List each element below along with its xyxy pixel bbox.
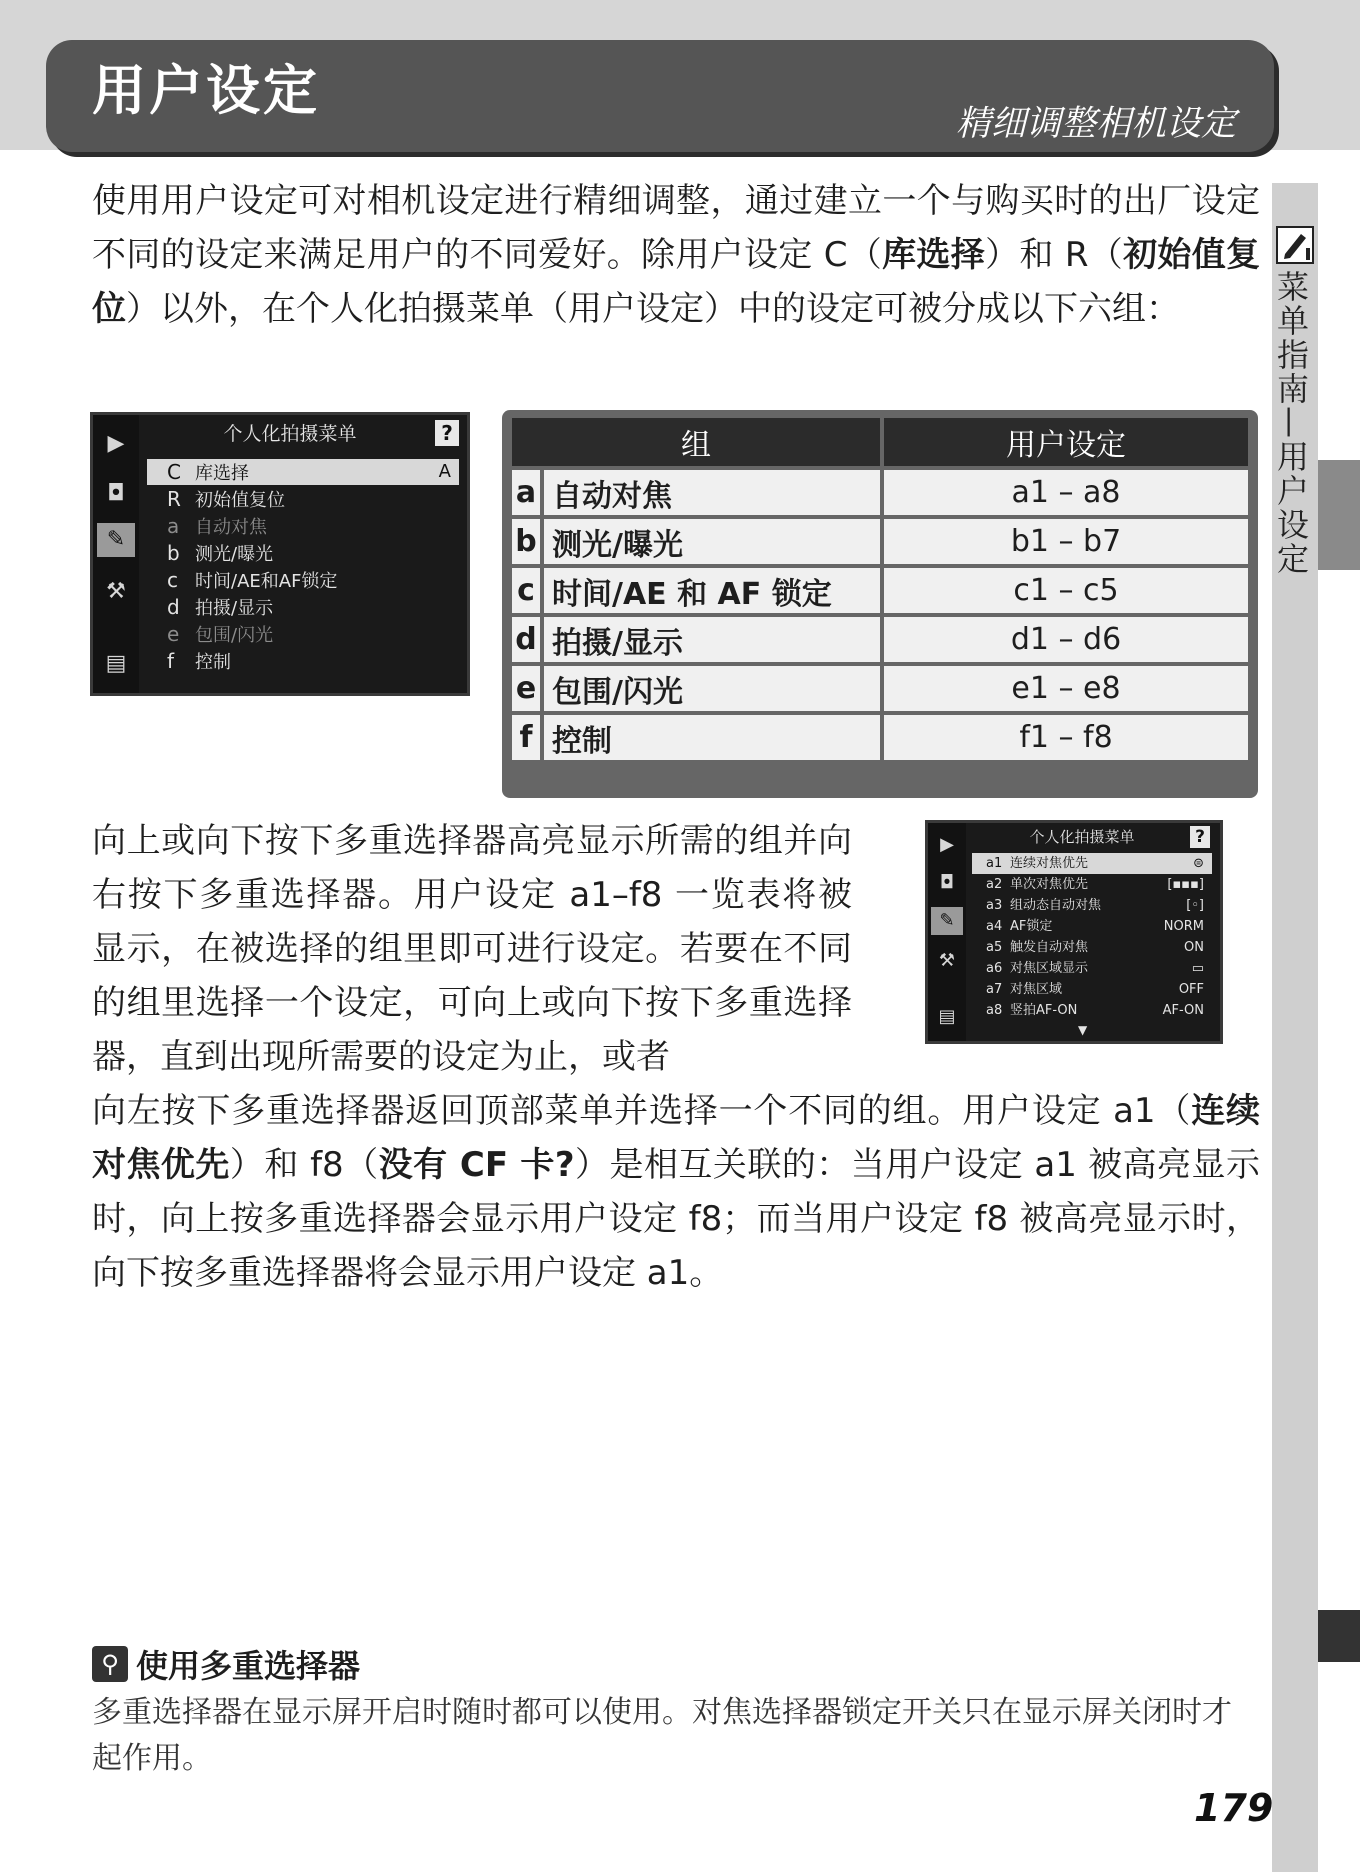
setting-range: d1 – d6: [884, 617, 1248, 662]
group-name: 测光/曝光: [544, 519, 880, 564]
column-header-group: 组: [512, 418, 880, 466]
side-chapter-label: 菜单指南—用户设定: [1272, 270, 1310, 576]
group-letter: a: [512, 470, 540, 515]
table-row: [512, 568, 1248, 613]
scroll-down-icon[interactable]: ▼: [1078, 1023, 1088, 1037]
group-name: 控制: [544, 715, 880, 760]
group-letter: d: [512, 617, 540, 662]
menu-row[interactable]: e 包围/闪光: [167, 622, 274, 646]
group-letter: c: [512, 568, 540, 613]
tip-title: 使用多重选择器: [136, 1647, 361, 1685]
playback-icon[interactable]: ▶: [107, 431, 125, 456]
autofocus-settings-screen: [925, 820, 1223, 1044]
group-letter: e: [512, 666, 540, 711]
table-row: [512, 666, 1248, 711]
menu-row[interactable]: a7 对焦区域 OFF: [986, 982, 1204, 997]
pencil-icon[interactable]: ✎: [97, 523, 135, 557]
menu-title: 个人化拍摄菜单: [1029, 828, 1135, 846]
table-row: [512, 519, 1248, 564]
chapter-header: [46, 40, 1274, 152]
menu-tab-bar: [93, 415, 139, 693]
page-title: 用户设定: [92, 59, 320, 122]
side-section-tab: [1318, 460, 1360, 570]
navigation-paragraph: 向上或向下按下多重选择器高亮显示所需的组并向右按下多重选择器。用户设定 a1–f8 一览表将被显示，在被选择的组里即可进行设定。若要在不同的组里选择一个设定，可向上或向下按下多重选择器，直到出现所需要的设定为止，或者: [92, 821, 852, 1077]
menu-row[interactable]: a5 触发自动对焦 ON: [986, 940, 1204, 955]
menu-row[interactable]: a6 对焦区域显示 ▭: [986, 961, 1204, 976]
menu-row[interactable]: d 拍摄/显示: [167, 595, 274, 619]
setting-range: e1 – e8: [884, 666, 1248, 711]
menu-row[interactable]: a4 AF锁定 NORM: [986, 919, 1204, 934]
table-row: [512, 617, 1248, 662]
menu-row[interactable]: a8 竖拍AF-ON AF-ON: [986, 1003, 1204, 1018]
group-name: 包围/闪光: [544, 666, 880, 711]
group-name: 自动对焦: [544, 470, 880, 515]
group-letter: b: [512, 519, 540, 564]
magnifier-icon: ⚲: [92, 1646, 128, 1682]
menu-row[interactable]: a2 单次对焦优先 [▪▪▪]: [986, 877, 1204, 892]
menu-row[interactable]: R 初始值复位: [167, 487, 285, 511]
tip-heading: [92, 1644, 360, 1684]
linked-settings-paragraph: 向左按下多重选择器返回顶部菜单并选择一个不同的组。用户设定 a1（连续对焦优先）和 f8（没有 CF 卡?）是相互关联的：当用户设定 a1 被高亮显示时，向上按多重选择器会显示用户设定 f8；而当用户设定 f8 被高亮显示时，向下按多重选择器将会显示用户设定 a1。: [92, 1091, 1260, 1293]
intro-paragraph: 使用用户设定可对相机设定进行精细调整，通过建立一个与购买时的出厂设定不同的设定来满足用户的不同爱好。除用户设定 C（库选择）和 R（初始值复位）以外，在个人化拍摄菜单（用户设定）中的设定可被分成以下六组：: [92, 181, 1261, 329]
menu-row[interactable]: c 时间/AE和AF锁定: [167, 568, 338, 592]
page-subtitle: 精细调整相机设定: [955, 104, 1236, 144]
group-name: 时间/AE 和 AF 锁定: [544, 568, 880, 613]
help-icon[interactable]: ?: [1190, 826, 1210, 848]
recent-settings-icon[interactable]: ▤: [105, 651, 127, 676]
setting-range: c1 – c5: [884, 568, 1248, 613]
groups-table: [502, 410, 1258, 798]
column-header-setting: 用户设定: [884, 418, 1248, 466]
recent-settings-icon[interactable]: ▤: [938, 1006, 956, 1027]
side-section-marker: [1318, 1610, 1360, 1662]
wrench-icon[interactable]: ⚒: [106, 579, 126, 604]
group-letter: f: [512, 715, 540, 760]
page-number: 179: [1194, 1786, 1274, 1830]
help-icon[interactable]: ?: [435, 420, 459, 446]
camera-icon[interactable]: ◘: [107, 481, 125, 506]
group-name: 拍摄/显示: [544, 617, 880, 662]
pencil-icon[interactable]: ✎: [931, 907, 963, 935]
custom-settings-menu-screen: [90, 412, 470, 696]
wrench-icon[interactable]: ⚒: [938, 950, 956, 971]
menu-tab-bar: [928, 823, 966, 1041]
pencil-icon: [1276, 226, 1314, 264]
menu-row[interactable]: a3 组动态自动对焦 [◦]: [986, 898, 1204, 913]
menu-row[interactable]: a1 连续对焦优先 ⊜: [972, 853, 1212, 874]
menu-row[interactable]: b 测光/曝光: [167, 541, 274, 565]
menu-row[interactable]: a 自动对焦: [167, 514, 267, 538]
tip-text: 多重选择器在显示屏开启时随时都可以使用。对焦选择器锁定开关只在显示屏关闭时才起作用。: [92, 1695, 1232, 1776]
setting-range: f1 – f8: [884, 715, 1248, 760]
table-row: [512, 470, 1248, 515]
table-row: [512, 715, 1248, 760]
camera-icon[interactable]: ◘: [939, 872, 955, 893]
menu-title: 个人化拍摄菜单: [223, 423, 357, 445]
menu-row[interactable]: f 控制: [167, 649, 231, 673]
playback-icon[interactable]: ▶: [940, 834, 954, 855]
setting-range: a1 – a8: [884, 470, 1248, 515]
setting-range: b1 – b7: [884, 519, 1248, 564]
menu-row[interactable]: C 库选择 A: [147, 459, 459, 485]
